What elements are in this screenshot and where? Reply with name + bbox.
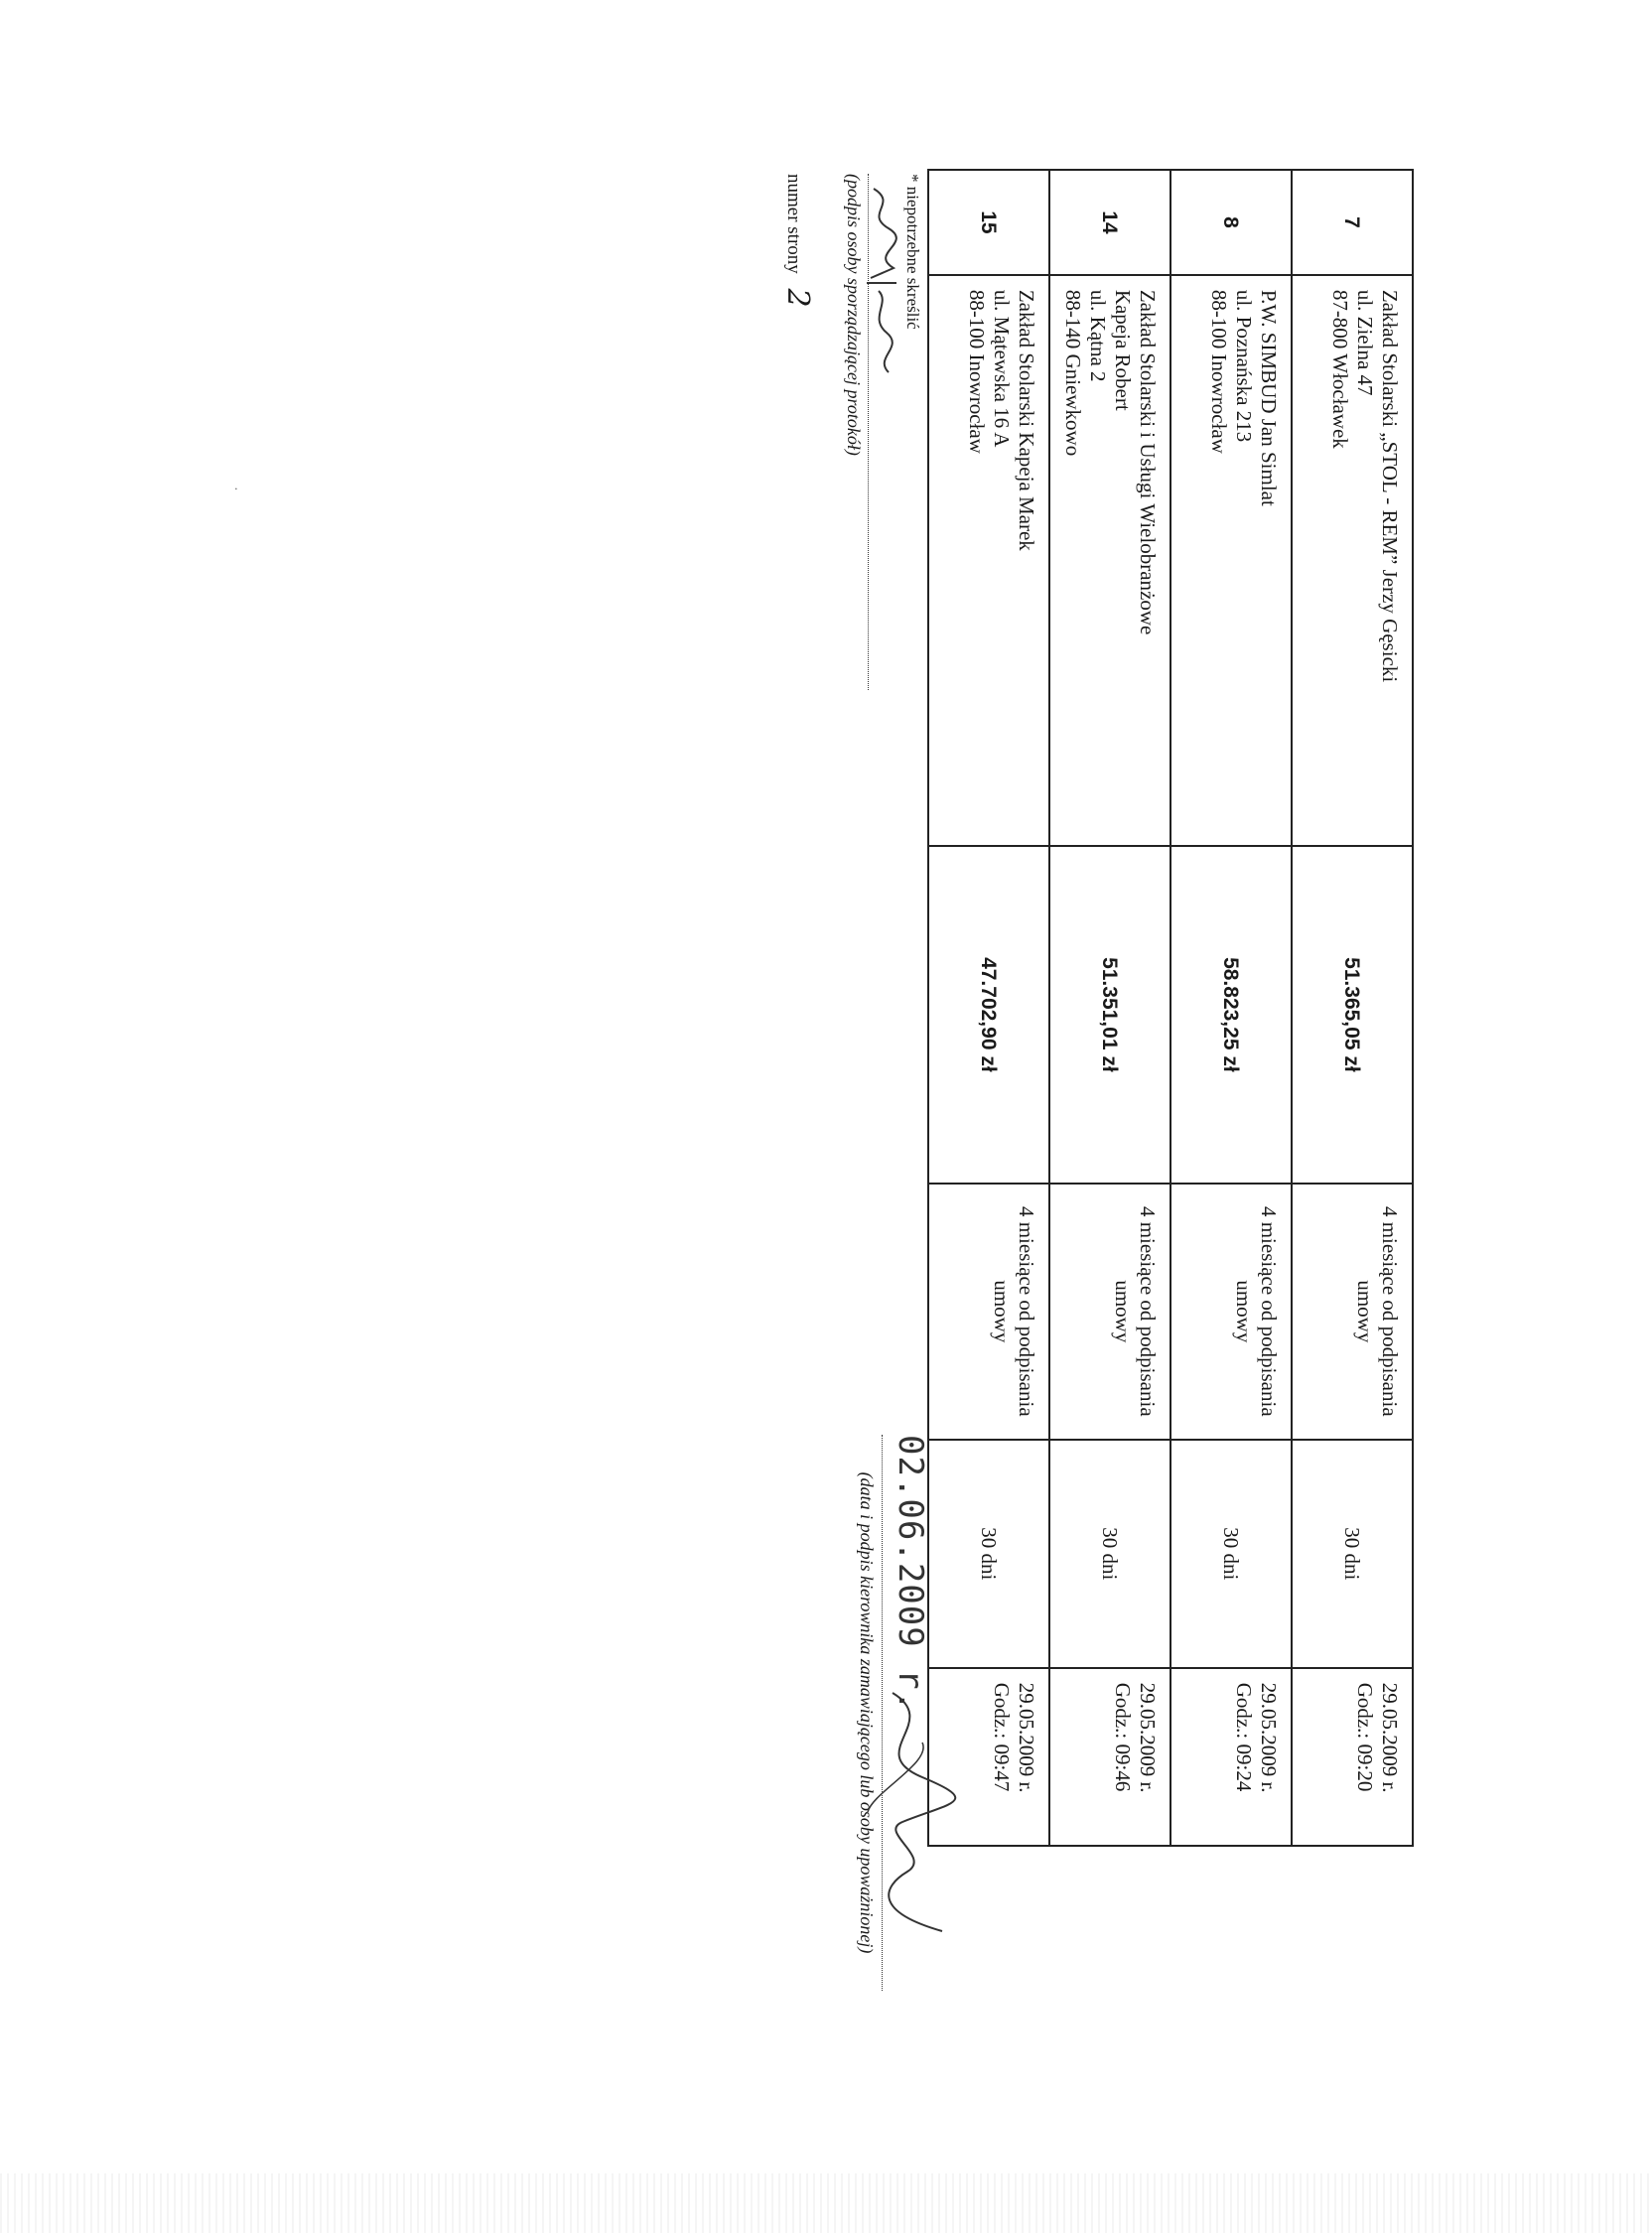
payment-term-cell: 30 dni <box>928 1440 1049 1668</box>
table-row <box>1292 170 1413 1846</box>
submission-date-line: Godz.: 09:24 <box>1232 1682 1256 1792</box>
contractor-line: Kapeja Robert <box>1111 289 1135 411</box>
table-row <box>928 170 1049 1846</box>
submission-date-line: 29.05.2009 r. <box>1257 1682 1281 1793</box>
preparer-signature-block <box>780 174 922 690</box>
submission-date-line: Godz.: 09:20 <box>1353 1682 1377 1792</box>
contractor-cell <box>1170 275 1292 846</box>
payment-term-cell: 30 dni <box>1049 1440 1170 1668</box>
submission-date-cell <box>1049 1668 1170 1846</box>
contractor-line: Zakład Stolarski Kapeja Marek <box>1015 289 1038 551</box>
completion-term-cell: 4 miesiące od podpisania umowy <box>1292 1184 1413 1440</box>
contractor-cell <box>928 275 1049 846</box>
contractor-line: Zakład Stolarski i Usługi Wielobranżowe <box>1136 289 1160 635</box>
page-number-label: numer strony <box>783 174 804 274</box>
price-cell: 51.365,05 zł <box>1292 846 1413 1184</box>
manager-caption: (data i podpis kierownika zamawiającego lub osoby upoważnionej) <box>857 1471 877 1954</box>
submission-date-line: Godz.: 09:47 <box>990 1682 1014 1792</box>
page-number-line <box>780 174 815 690</box>
offer-number: 8 <box>1170 170 1292 275</box>
contractor-cell <box>1049 275 1170 846</box>
offer-number: 14 <box>1049 170 1170 275</box>
completion-term-cell: 4 miesiące od podpisania umowy <box>1049 1184 1170 1440</box>
contractor-line: Zakład Stolarski „STOL - REM” Jerzy Gęsicki <box>1378 289 1402 683</box>
contractor-cell <box>1292 275 1413 846</box>
contractor-line: 88-140 Gniewkowo <box>1061 289 1085 457</box>
completion-term-cell: 4 miesiące od podpisania umowy <box>928 1184 1049 1440</box>
offers-table <box>927 169 1414 1847</box>
manager-signature-line <box>882 1435 930 1991</box>
contractor-line: 88-100 Inowrocław <box>965 289 989 454</box>
contractor-line: 87-800 Włocławek <box>1328 289 1352 449</box>
offer-number: 15 <box>928 170 1049 275</box>
manager-signature-block <box>856 1435 930 1991</box>
contractor-line: ul. Poznańska 213 <box>1232 289 1256 443</box>
contractor-line: ul. Zielna 47 <box>1353 289 1377 396</box>
contractor-line: ul. Mątewska 16 A <box>990 289 1014 448</box>
contractor-line: ul. Kątna 2 <box>1086 289 1110 382</box>
table-row <box>1170 170 1292 1846</box>
footnote: * niepotrzebne skreślić <box>903 174 922 330</box>
submission-date-cell <box>1170 1668 1292 1846</box>
manager-signature-scribble <box>853 1683 962 1941</box>
table-row <box>1049 170 1170 1846</box>
completion-term-cell: 4 miesiące od podpisania umowy <box>1170 1184 1292 1440</box>
price-cell: 58.823,25 zł <box>1170 846 1292 1184</box>
scan-noise <box>0 2173 1652 2233</box>
scan-speck: · <box>227 487 242 491</box>
contractor-line: P.W. SIMBUD Jan Simlat <box>1257 289 1281 506</box>
submission-date-line: 29.05.2009 r. <box>1378 1682 1402 1793</box>
payment-term-cell: 30 dni <box>1170 1440 1292 1668</box>
offer-number: 7 <box>1292 170 1413 275</box>
submission-date-line: 29.05.2009 r. <box>1136 1682 1160 1793</box>
submission-date-cell <box>1292 1668 1413 1846</box>
preparer-caption: (podpis osoby sporządzającej protokół) <box>844 174 864 456</box>
handwritten-date: 02.06.2009 r. <box>891 1435 930 1713</box>
preparer-signature-scribble <box>859 184 908 422</box>
submission-date-line: Godz.: 09:46 <box>1111 1682 1135 1792</box>
payment-term-cell: 30 dni <box>1292 1440 1413 1668</box>
preparer-signature-line <box>868 174 902 690</box>
price-cell: 51.351,01 zł <box>1049 846 1170 1184</box>
contractor-line: 88-100 Inowrocław <box>1207 289 1231 454</box>
submission-date-line: 29.05.2009 r. <box>1015 1682 1038 1793</box>
price-cell: 47.702,90 zł <box>928 846 1049 1184</box>
page-number-value: 2 <box>780 288 815 308</box>
